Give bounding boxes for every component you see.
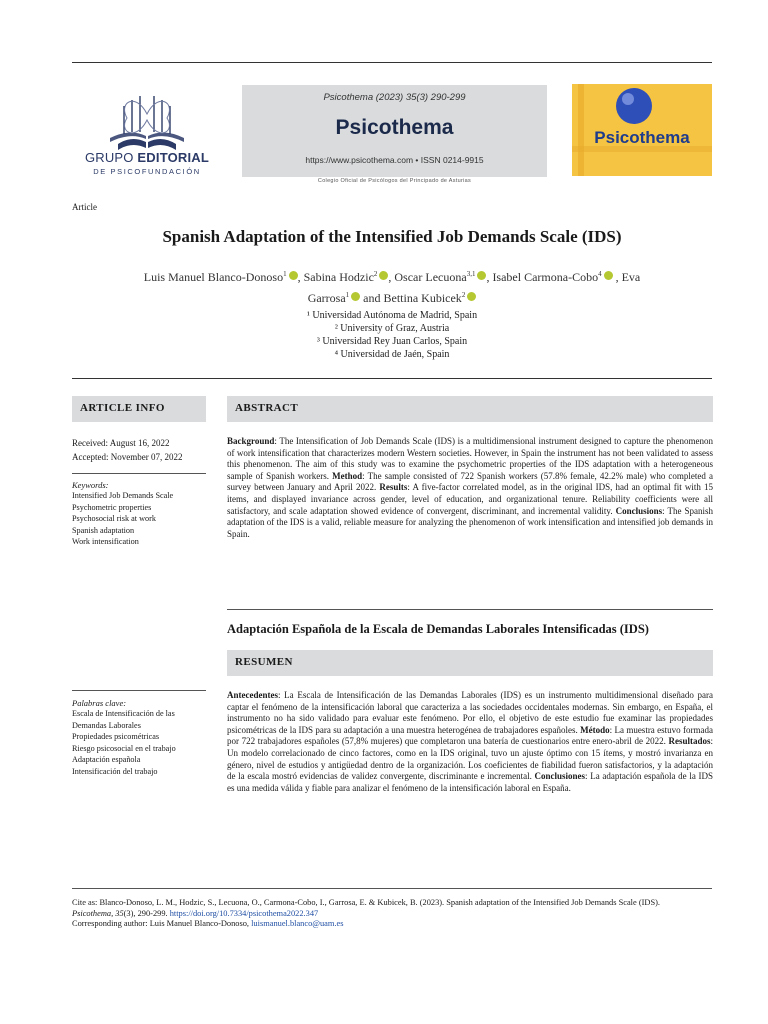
orcid-icon[interactable]: [289, 271, 298, 280]
resumen-body: Antecedentes: La Escala de Intensificación de las Demandas Laborales (IDS) es un instrumento multidimensional diseñado para captar el fenómeno de la intensificación laboral que caracteriza a las sociedades occidentales modernas. Sin embargo, en España, el instrumento no ha sido validado para evaluar este fenómeno. Por ello, el objetivo de este estudio fue examinar las propiedades psicométricas de la IDS para su adaptación a una muestra heterogénea de trabajadores españoles. Método: La muestra estuvo formada por 722 trabajadores españoles (57,8% mujeres) que completaron una batería de cuestionarios entre enero-abril de 2022. Resultados: Un modelo correlacionado de cinco factores, como en la IDS original, tuvo un ajuste óptimo con 15 ítems, y mostró invarianza en género, nivel de estudios y antigüedad dentro de la organización. Los coeficientes de fiabilidad fueron satisfactorios, y la adaptación de la escala mostró evidencias de validez convergente, discriminante e incremental. Conclusiones: La adaptación española de la IDS es una medida válida y fiable para analizar el fenómeno de la intensificación laboral en España.: [227, 690, 714, 793]
corresponding-author: Corresponding author: Luis Manuel Blanco-Donoso, luismanuel.blanco@uam.es: [72, 919, 344, 928]
divider: [72, 473, 206, 474]
keywords-block: [72, 480, 173, 548]
resumen-bar: [227, 650, 713, 676]
email-link[interactable]: luismanuel.blanco@uam.es: [251, 919, 344, 928]
orcid-icon[interactable]: [351, 292, 360, 301]
received-date: Received: August 16, 2022: [72, 438, 170, 448]
keyword: Intensified Job Demands Scale: [72, 491, 174, 500]
footer-rule: [72, 888, 712, 889]
cite-as: Cite as: Blanco-Donoso, L. M., Hodzic, S., Lecuona, O., Carmona-Cobo, I., Garrosa, E. & Kubicek, B. (2023). Spanish adaptation of the Intensified Job Demands Scale (IDS).: [72, 898, 660, 907]
citation-block: [72, 898, 712, 930]
abstract-body: Background: The Intensification of Job Demands Scale (IDS) is a multidimensional instrument designed to capture the phenomenon of work intensification that characterizes modern Western societies. However, in Spain the instrument has not been validated to assess this phenomenon. The aim of this study was to examine the psychometric properties of the IDS adaptation with a heterogeneous sample of Spanish workers. Method: The sample consisted of 722 Spanish workers (57.8% female, 42.2% male) who completed a survey between January and April 2022. Results: A five-factor correlated model, as in the original IDS, had an optimal fit with 15 items, and displayed invariance across gender, level of education, and organizational tenure. Reliability coefficients were all satisfactory, and scale adaptation showed evidence of convergent, discriminant, and incremental validity. Conclusions: The Spanish adaptation of the IDS is a valid, reliable measure for analyzing the phenomenon of work intensification and intensified job demands in Spain.: [227, 436, 714, 539]
keyword: Adaptación española: [72, 755, 141, 764]
orcid-icon[interactable]: [467, 292, 476, 301]
keyword: Intensificación del trabajo: [72, 766, 158, 776]
college-line: Colegio Oficial de Psicólogos del Principado de Asturias: [317, 178, 472, 184]
affiliation: ³ Universidad Rey Juan Carlos, Spain: [316, 336, 468, 347]
keyword: Spanish adaptation: [72, 525, 135, 535]
affiliation: ² University of Graz, Austria: [334, 323, 450, 334]
divider: [72, 690, 206, 691]
keyword: Escala de Intensificación de las: [72, 709, 175, 718]
article-type: Article: [72, 202, 97, 212]
palabras-clave-title: Palabras clave:: [72, 698, 127, 708]
psicofundacion-wordmark: DE PSICOFUNDACIÓN: [93, 167, 201, 176]
cite-journal-line: Psicothema, 35(3), 290-299. https://doi.org/10.7334/psicothema2022.347: [72, 908, 319, 918]
keyword: Demandas Laborales: [72, 720, 141, 730]
doi-link[interactable]: https://doi.org/10.7334/psicothema2022.347: [169, 908, 319, 918]
keyword: Riesgo psicosocial en el trabajo: [72, 743, 176, 753]
author-list: Luis Manuel Blanco-Donoso$^1$ , Sabina Hodzic$^2$ , Oscar Lecuona$^{3,1}$ , Isabel Carmona-Cobo$^4$ , Eva Garrosa$^1$ and Bettina Kubicek$^2$: [143, 270, 641, 305]
journal-name: Psicothema: [335, 116, 454, 139]
palabras-clave-block: [72, 698, 176, 777]
article-info-heading: ARTICLE INFO: [80, 402, 165, 414]
psicothema-logo-text: Psicothema: [594, 128, 690, 147]
abstract-heading: ABSTRACT: [235, 402, 299, 414]
abstract-bar: [227, 396, 713, 422]
keyword: Psychosocial risk at work: [72, 514, 156, 523]
accepted-date: Accepted: November 07, 2022: [72, 452, 183, 462]
keywords-title: Keywords:: [72, 480, 109, 490]
affiliation: ⁴ Universidad de Jaén, Spain: [334, 349, 450, 360]
keyword: Propiedades psicométricas: [72, 732, 160, 741]
journal-url[interactable]: https://www.psicothema.com • ISSN 0214-9915: [305, 155, 484, 165]
spanish-title: Adaptación Española de la Escala de Demandas Laborales Intensificadas (IDS): [227, 622, 649, 636]
grupo-editorial-wordmark: GRUPO EDITORIAL: [84, 150, 210, 165]
top-rule: [72, 62, 712, 63]
orcid-icon[interactable]: [604, 271, 613, 280]
divider: [227, 609, 713, 610]
keyword: Psychometric properties: [72, 502, 152, 512]
article-dates: [72, 436, 182, 464]
keyword: Work intensification: [72, 537, 139, 546]
resumen-heading: RESUMEN: [235, 656, 293, 668]
journal-citation: Psicothema (2023) 35(3) 290-299: [323, 92, 466, 103]
article-title: Spanish Adaptation of the Intensified Job Demands Scale (IDS): [162, 227, 622, 246]
section-rule: [72, 378, 712, 379]
affiliation: ¹ Universidad Autónoma de Madrid, Spain: [306, 310, 478, 321]
